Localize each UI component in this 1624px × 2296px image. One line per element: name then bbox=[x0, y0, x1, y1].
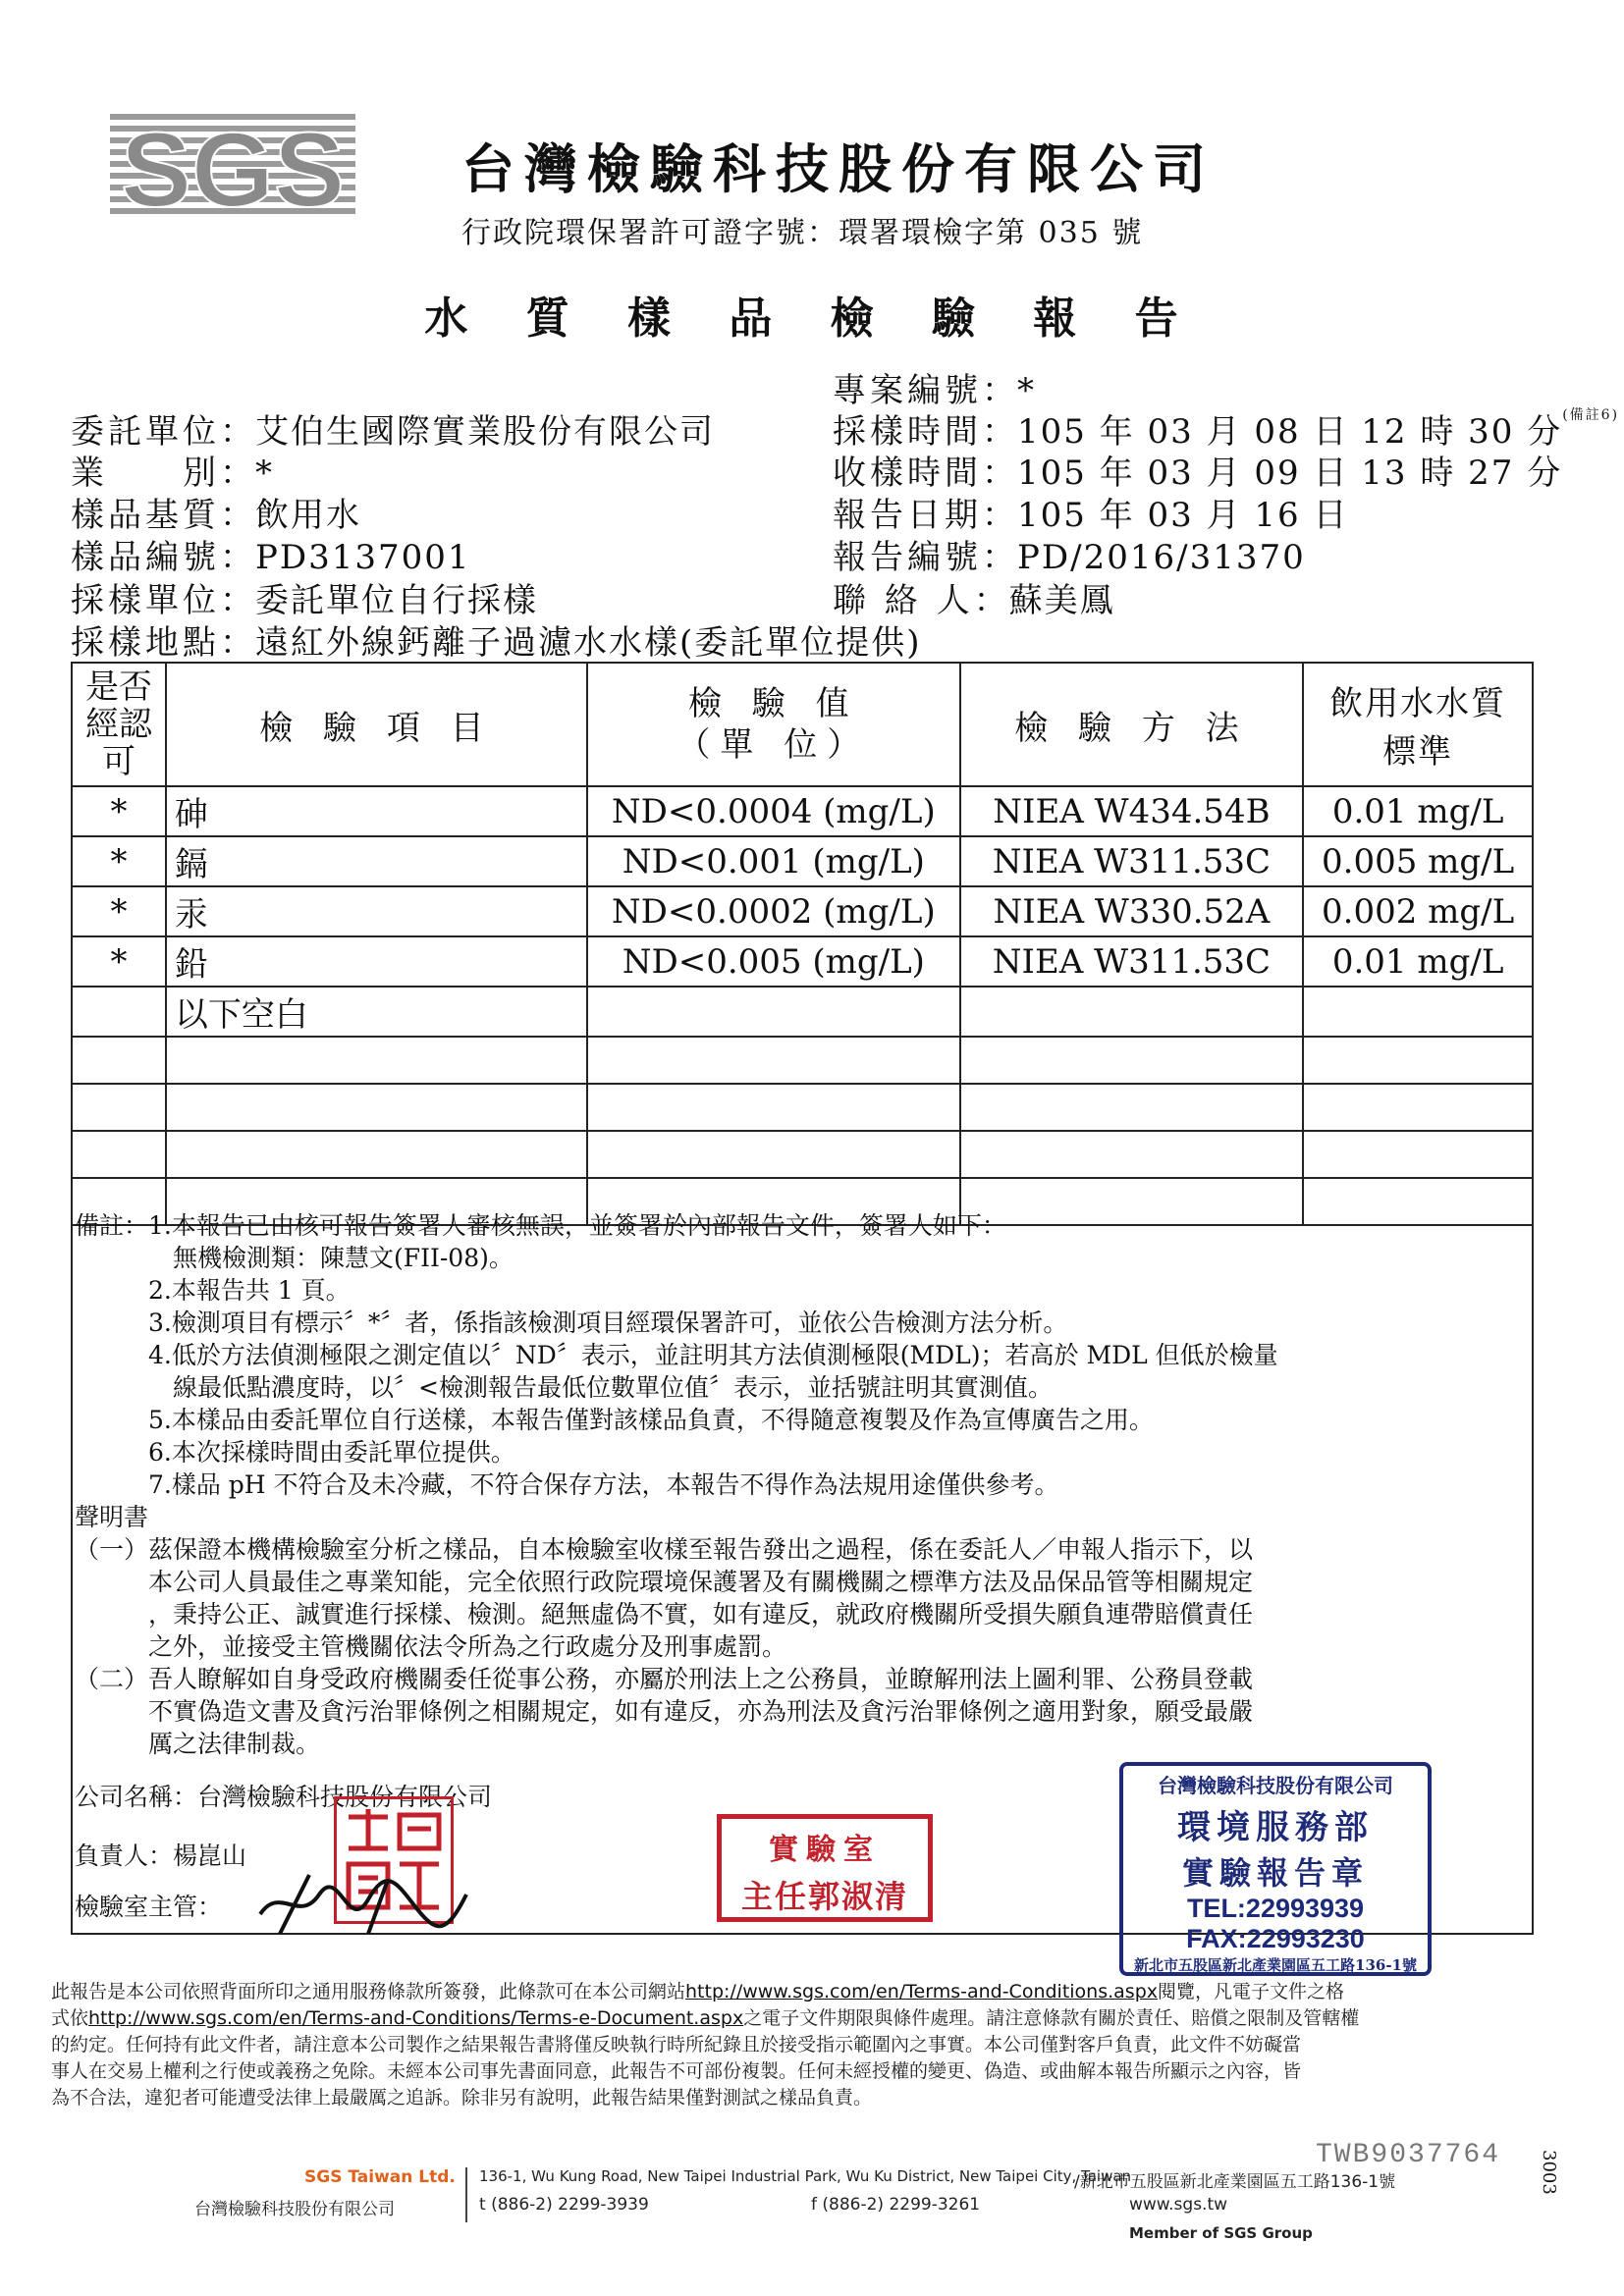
header-method: 檢 驗 方 法 bbox=[960, 663, 1304, 786]
lab-director-stamp: 實驗室 主任郭淑清 bbox=[717, 1814, 933, 1922]
info-contact: 聯 絡 人：蘇美鳳 bbox=[833, 581, 1115, 620]
address-cn: /新北市五股區新北產業園區五工路136-1號 bbox=[1074, 2172, 1396, 2192]
declaration-line: ，秉持公正、誠實進行採樣、檢測。絕無虛偽不實，如有違反，就政府機關所受損失願負連帶賠償責任 bbox=[75, 1600, 1254, 1629]
report-title: 水 質 樣 品 檢 驗 報 告 bbox=[424, 294, 1200, 344]
table-row bbox=[72, 1084, 1533, 1131]
header-item: 檢 驗 項 目 bbox=[166, 663, 587, 786]
footer-disclaimer: 此報告是本公司依照背面所印之通用服務條款所簽發，此條款可在本公司網站http://www.sgs.com/en/Terms-and-Conditions.aspx閱覽，凡電子文件之格 式依http://www.sgs.com/en/Terms-and-Conditions/Terms-e-Document.aspx之電子文件期限與條件處理。請注意條款有關於責任、賠償之限制及管轄權 的約定。任何持有此文件者，請注意本公司製作之結果報告書將僅反映執行時所紀錄且於接受指示範圍內之事實。本公司僅對客戶負責，此文件不妨礙當 事人在交易上權利之行使或義務之免除。未經本公司事先書面同意，此報告不可部份複製。任何未經授權的變更、偽造、或曲解本報告所顯示之內容，皆 為不合法，違犯者可能遭受法律上最嚴厲之追訴。除非另有說明，此報告結果僅對測試之樣品負責。 bbox=[51, 1981, 1360, 2109]
note-line: 3.檢測項目有標示〞*〞者，係指該檢測項目經環保署許可，並依公告檢測方法分析。 bbox=[75, 1308, 1068, 1337]
note-line: 線最低點濃度時，以〞<檢測報告最低位數單位值〞表示，並括號註明其實測值。 bbox=[75, 1373, 1053, 1402]
note-line: 2.本報告共 1 頁。 bbox=[75, 1276, 351, 1305]
sgs-chinese-name: 台灣檢驗科技股份有限公司 bbox=[194, 2200, 395, 2219]
signature-responsible: 負責人：楊崑山 bbox=[75, 1842, 247, 1870]
declaration-title: 聲明書 bbox=[75, 1503, 149, 1531]
sgs-logo-text: SGS bbox=[120, 110, 346, 218]
declaration-line: 本公司人員最佳之專業知能，完全依照行政院環境保護署及有關機關之標準方法及品保品管等相關規定 bbox=[75, 1568, 1254, 1596]
header-accredited: 是否經認可 bbox=[72, 663, 166, 786]
info-project-no: 專案編號：* bbox=[833, 371, 1036, 410]
sgs-logo bbox=[110, 110, 355, 218]
footer-fax: f (886-2) 2299-3261 bbox=[811, 2195, 981, 2215]
permit-number: 行政院環保署許可證字號：環署環檢字第 035 號 bbox=[461, 216, 1144, 250]
side-number: 3003 bbox=[1539, 2150, 1559, 2195]
sgs-ltd-name: SGS Taiwan Ltd. bbox=[304, 2167, 456, 2187]
info-matrix: 樣品基質：飲用水 bbox=[71, 496, 361, 535]
signature-scribble-icon bbox=[250, 1865, 476, 1944]
table-row: * 鉛 ND<0.005 (mg/L) NIEA W311.53C 0.01 mg/L bbox=[72, 936, 1533, 987]
declaration-line: （一）茲保證本機構檢驗室分析之樣品，自本檢驗室收樣至報告發出之過程，係在委託人／申報人指示下，以 bbox=[75, 1535, 1254, 1564]
info-report-no: 報告編號：PD/2016/31370 bbox=[833, 538, 1306, 577]
serial-number: TWB9037764 bbox=[1316, 2140, 1501, 2170]
footer-divider bbox=[465, 2167, 467, 2222]
department-stamp: 台灣檢驗科技股份有限公司 環境服務部 實驗報告章 TEL:22993939 FAX:22993230 新北市五股區新北產業園區五工路136-1號 bbox=[1119, 1762, 1432, 1976]
table-row: * 汞 ND<0.0002 (mg/L) NIEA W330.52A 0.002 mg/L bbox=[72, 886, 1533, 936]
declaration-line: 厲之法律制裁。 bbox=[75, 1730, 321, 1758]
terms-e-document-link[interactable]: http://www.sgs.com/en/Terms-and-Conditions/Terms-e-Document.aspx bbox=[88, 2007, 744, 2029]
note-line: 備註：1.本報告已由核可報告簽署人審核無誤，並簽署於內部報告文件，簽署人如下： bbox=[75, 1211, 1006, 1240]
declaration-line: （二）吾人瞭解如自身受政府機關委任從事公務，亦屬於刑法上之公務員，並瞭解刑法上圖利罪、公務員登載 bbox=[75, 1665, 1254, 1693]
table-row: 以下空白 bbox=[72, 987, 1533, 1037]
results-table bbox=[71, 662, 1534, 1226]
note-line: 5.本樣品由委託單位自行送樣，本報告僅對該樣品負責，不得隨意複製及作為宣傳廣告之用。 bbox=[75, 1406, 1154, 1434]
info-location: 採樣地點：遠紅外線鈣離子過濾水水樣(委託單位提供) bbox=[71, 623, 922, 663]
info-report-date: 報告日期：105 年 03 月 16 日 bbox=[833, 496, 1349, 535]
info-client: 委託單位：艾伯生國際實業股份有限公司 bbox=[71, 412, 715, 452]
footer-tel: t (886-2) 2299-3939 bbox=[479, 2195, 649, 2215]
info-sampling-time: 採樣時間：105 年 03 月 08 日 12 時 30 分$^{(備註6)}$ bbox=[833, 407, 1620, 452]
note-line: 7.樣品 pH 不符合及未冷藏，不符合保存方法，本報告不得作為法規用途僅供參考。 bbox=[75, 1470, 1059, 1499]
table-header-row bbox=[72, 663, 1533, 786]
header-value: 檢 驗 值 （單 位） bbox=[587, 663, 960, 786]
header-standard: 飲用水水質標準 bbox=[1303, 663, 1533, 786]
info-sample-no: 樣品編號：PD3137001 bbox=[71, 538, 471, 577]
note-line: 4.低於方法偵測極限之測定值以〞ND〞表示，並註明其方法偵測極限(MDL)；若高於 MDL 但低於檢量 bbox=[75, 1341, 1278, 1369]
note-line: 無機檢測類：陳慧文(FII-08)。 bbox=[75, 1244, 514, 1272]
member-of-sgs: Member of SGS Group bbox=[1129, 2224, 1313, 2242]
footer-web[interactable]: www.sgs.tw bbox=[1129, 2195, 1228, 2215]
table-row bbox=[72, 1037, 1533, 1084]
info-industry: 業 別：* bbox=[71, 454, 274, 493]
company-name: 台灣檢驗科技股份有限公司 bbox=[461, 137, 1216, 200]
table-row bbox=[72, 1131, 1533, 1178]
note-line: 6.本次採樣時間由委託單位提供。 bbox=[75, 1438, 515, 1467]
signature-company: 公司名稱：台灣檢驗科技股份有限公司 bbox=[75, 1783, 493, 1811]
info-received-time: 收樣時間：105 年 03 月 09 日 13 時 27 分 bbox=[833, 454, 1563, 493]
signature-lab-head: 檢驗室主管： bbox=[75, 1893, 223, 1921]
table-row: * 砷 ND<0.0004 (mg/L) NIEA W434.54B 0.01 mg/L bbox=[72, 786, 1533, 836]
table-row: * 鎘 ND<0.001 (mg/L) NIEA W311.53C 0.005 mg/L bbox=[72, 836, 1533, 886]
terms-link[interactable]: http://www.sgs.com/en/Terms-and-Conditions.aspx bbox=[685, 1981, 1159, 2002]
info-sampler: 採樣單位：委託單位自行採樣 bbox=[71, 581, 538, 620]
declaration-line: 不實偽造文書及貪污治罪條例之相關規定，如有違反，亦為刑法及貪污治罪條例之適用對象，願受最嚴 bbox=[75, 1697, 1254, 1726]
address-en: 136-1, Wu Kung Road, New Taipei Industrial Park, Wu Ku District, New Taipei City, Taiwan bbox=[479, 2167, 1132, 2185]
declaration-line: 之外，並接受主管機關依法令所為之行政處分及刑事處罰。 bbox=[75, 1632, 787, 1661]
